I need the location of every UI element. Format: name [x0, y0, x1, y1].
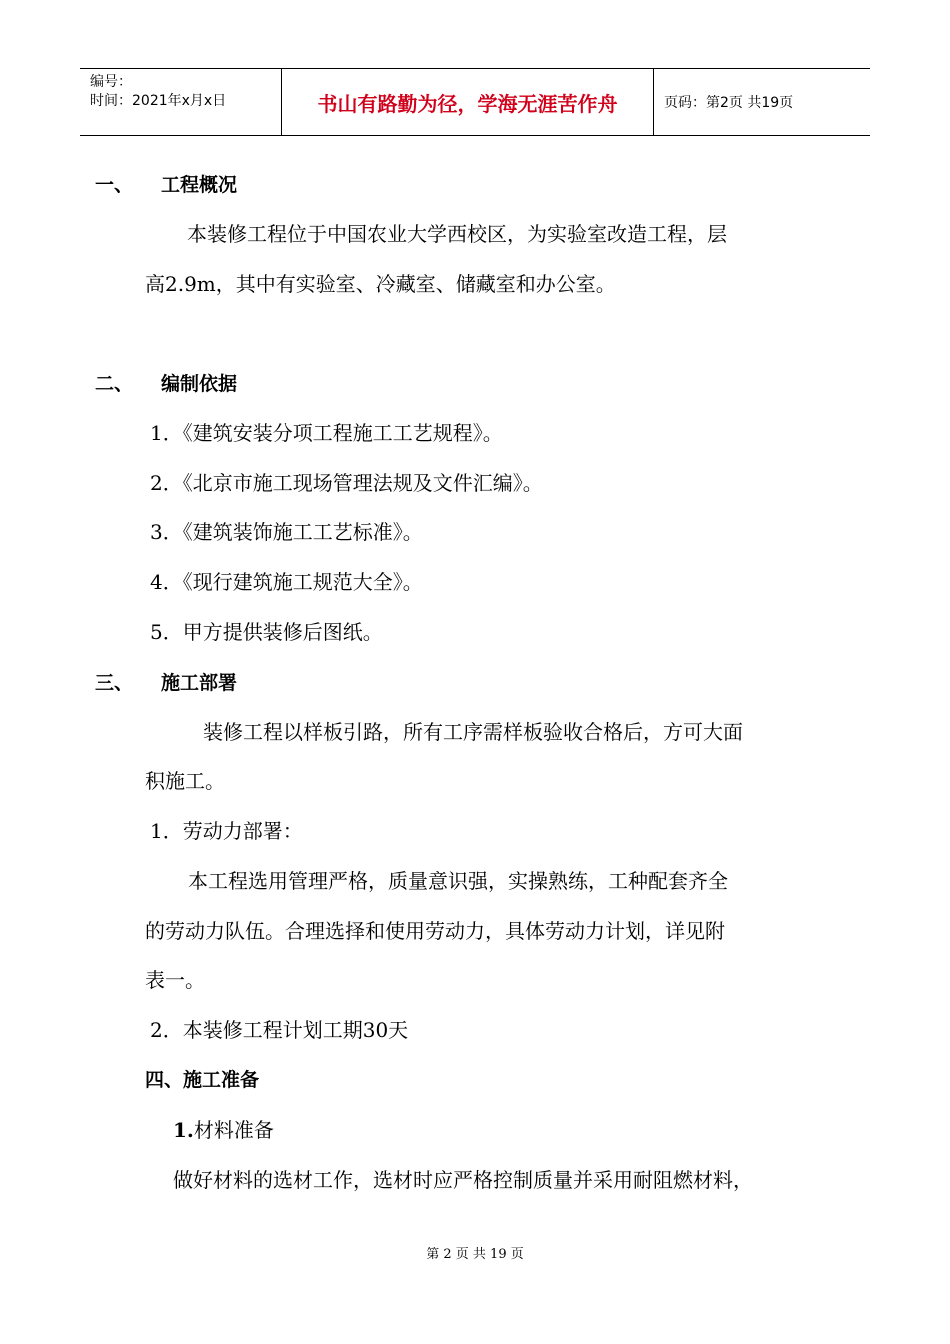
subsection-label: 材料准备: [193, 1118, 274, 1142]
list-item: 1．《建筑安装分项工程施工工艺规程》。: [150, 421, 503, 445]
header-meta-cell: [80, 69, 282, 135]
header-page-info: 页码：第2页 共19页: [664, 95, 794, 111]
section-title: 编制依据: [161, 373, 238, 395]
paragraph-line: 本装修工程位于中国农业大学西校区，为实验室改造工程，层: [187, 222, 727, 246]
paragraph-line: 本工程选用管理严格，质量意识强，实操熟练，工种配套齐全: [188, 869, 728, 893]
paragraph-line: 的劳动力队伍。合理选择和使用劳动力，具体劳动力计划，详见附: [145, 919, 725, 943]
section-heading-1: [95, 171, 237, 199]
document-number-label: 编号：: [90, 74, 132, 90]
list-item: 4．《现行建筑施工规范大全》。: [150, 570, 423, 594]
section-heading-4: 四、施工准备: [145, 1069, 260, 1091]
section-number: 二、: [95, 373, 134, 395]
page-footer: 第 2 页 共 19 页: [426, 1247, 524, 1262]
list-item: 1．劳动力部署：: [150, 819, 303, 843]
paragraph-line: 表一。: [145, 968, 205, 992]
list-item: 2．《北京市施工现场管理法规及文件汇编》。: [150, 471, 543, 495]
list-item: 3．《建筑装饰施工工艺标准》。: [150, 520, 423, 544]
list-item: 2．本装修工程计划工期30天: [150, 1018, 409, 1042]
header-table: [80, 68, 870, 136]
list-item: 5．甲方提供装修后图纸。: [150, 620, 383, 644]
subsection-number: 1.: [173, 1118, 194, 1142]
section-heading-3: [95, 669, 237, 697]
paragraph-line: 装修工程以样板引路，所有工序需样板验收合格后，方可大面: [203, 720, 743, 744]
section-title: 施工部署: [161, 672, 238, 694]
paragraph-line: 做好材料的选材工作，选材时应严格控制质量并采用耐阻燃材料，: [173, 1168, 753, 1192]
subsection-heading: [173, 1116, 274, 1144]
section-number: 三、: [95, 672, 134, 694]
section-number: 一、: [95, 174, 134, 196]
section-heading-2: [95, 370, 237, 398]
header-motto: 书山有路勤为径，学海无涯苦作舟: [282, 69, 654, 135]
paragraph-line: 高2.9m，其中有实验室、冷藏室、储藏室和办公室。: [145, 272, 616, 296]
section-title: 工程概况: [161, 174, 238, 196]
document-date: 时间：2021年x月x日: [90, 93, 227, 109]
paragraph-line: 积施工。: [145, 769, 225, 793]
